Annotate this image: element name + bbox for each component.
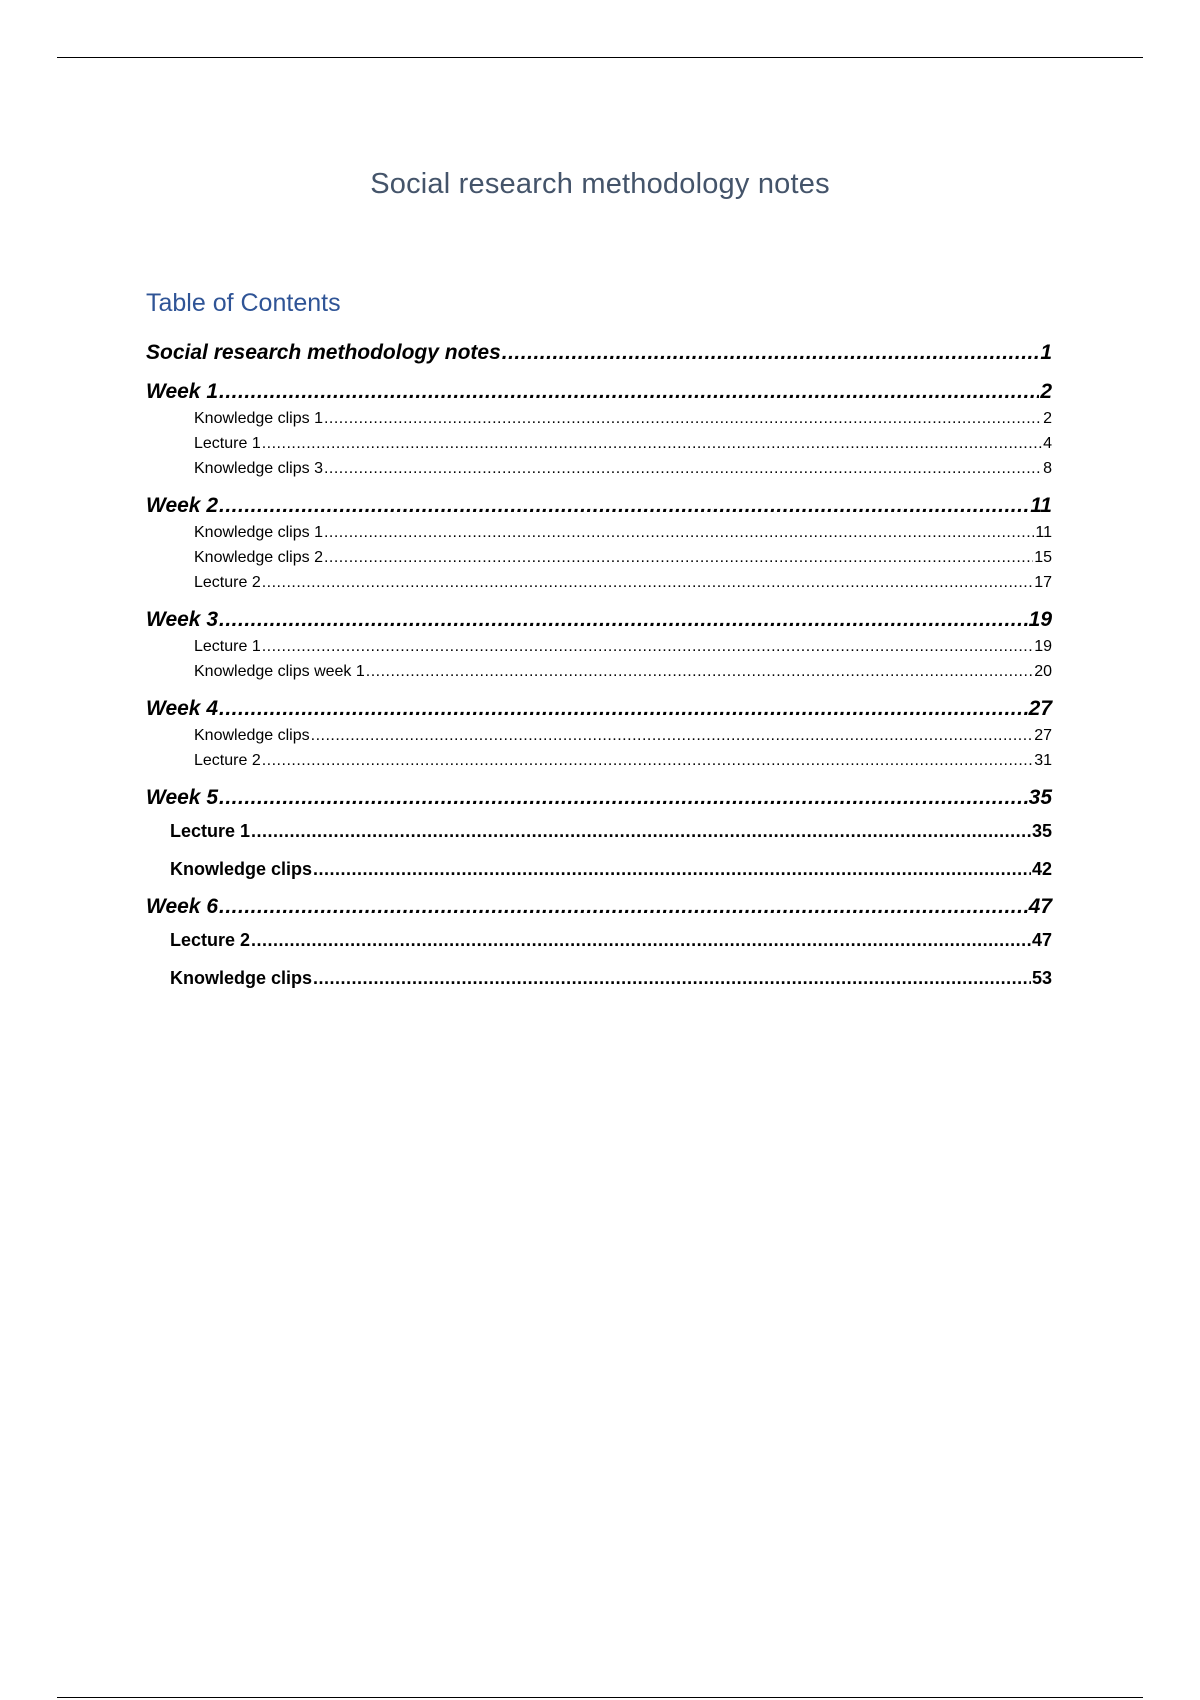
toc-entry[interactable] [146,634,1052,659]
toc-entry[interactable] [146,377,1052,406]
toc-entry-label: Knowledge clips 2 [194,549,323,566]
toc-entry-label: Week 1 [146,380,218,403]
toc-entry[interactable] [146,723,1052,748]
toc-entry-label: Week 2 [146,494,218,517]
toc-entry-page: 8 [1043,460,1052,477]
toc-dot-leader [262,431,1042,456]
toc-entry[interactable] [146,959,1052,997]
toc-entry[interactable] [146,694,1052,723]
toc-dot-leader [313,959,1031,997]
toc-entry-label: Knowledge clips 1 [194,524,323,541]
toc-entry[interactable] [146,783,1052,812]
toc-dot-leader [251,812,1031,850]
toc-dot-leader [219,377,1039,406]
toc-entry-label: Knowledge clips [194,727,310,744]
toc-entry-page: 1 [1040,341,1052,364]
toc-dot-leader [219,783,1028,812]
footer-rule [57,1697,1143,1698]
toc-dot-leader [219,892,1028,921]
toc-dot-leader [366,659,1033,684]
toc-entry-page: 27 [1034,727,1052,744]
toc-entry[interactable] [146,850,1052,888]
toc-entry-page: 11 [1030,494,1052,517]
toc-entry[interactable] [146,520,1052,545]
toc-entry-page: 11 [1035,524,1052,541]
toc-entry-page: 47 [1031,930,1052,950]
toc-dot-leader [219,694,1028,723]
toc-entry-page: 31 [1034,752,1052,769]
toc-entry-label: Social research methodology notes [146,341,501,364]
toc-entry[interactable] [146,921,1052,959]
toc-entry-page: 53 [1031,968,1052,988]
toc-entry-label: Week 4 [146,697,218,720]
toc-entry-label: Knowledge clips [170,968,313,988]
toc-entry[interactable] [146,545,1052,570]
toc-entry-label: Week 6 [146,895,218,918]
toc-dot-leader [311,723,1034,748]
toc-entry[interactable] [146,338,1052,367]
toc-dot-leader [502,338,1040,367]
table-of-contents [146,338,1052,997]
toc-entry-page: 35 [1028,786,1052,809]
toc-entry-label: Knowledge clips [170,859,313,879]
toc-entry-page: 27 [1028,697,1052,720]
toc-entry-page: 19 [1028,608,1052,631]
toc-dot-leader [219,491,1029,520]
toc-dot-leader [251,921,1031,959]
header-rule [57,57,1143,58]
toc-entry-label: Knowledge clips 1 [194,410,323,427]
toc-dot-leader [313,850,1031,888]
toc-entry-label: Week 3 [146,608,218,631]
toc-entry-page: 20 [1034,663,1052,680]
toc-entry-page: 4 [1043,435,1052,452]
toc-entry-page: 15 [1034,549,1052,566]
toc-entry-label: Lecture 1 [170,821,251,841]
toc-entry-label: Knowledge clips 3 [194,460,323,477]
toc-entry-label: Lecture 1 [194,435,261,452]
toc-entry-page: 19 [1034,638,1052,655]
toc-entry-page: 2 [1040,380,1052,403]
toc-entry-label: Knowledge clips week 1 [194,663,365,680]
toc-entry-label: Week 5 [146,786,218,809]
document-title: Social research methodology notes [370,168,830,200]
toc-heading: Table of Contents [146,289,341,317]
toc-dot-leader [262,570,1033,595]
toc-entry[interactable] [146,605,1052,634]
toc-dot-leader [324,545,1033,570]
toc-dot-leader [262,634,1033,659]
toc-entry-label: Lecture 2 [170,930,251,950]
toc-entry-page: 35 [1031,821,1052,841]
toc-dot-leader [324,406,1042,431]
toc-entry-label: Lecture 2 [194,574,261,591]
toc-dot-leader [324,456,1042,481]
toc-entry[interactable] [146,659,1052,684]
toc-dot-leader [219,605,1028,634]
toc-entry-label: Lecture 2 [194,752,261,769]
toc-dot-leader [262,748,1033,773]
toc-entry[interactable] [146,570,1052,595]
toc-entry[interactable] [146,431,1052,456]
toc-entry[interactable] [146,812,1052,850]
toc-entry-page: 17 [1034,574,1052,591]
toc-entry[interactable] [146,491,1052,520]
toc-entry-page: 42 [1031,859,1052,879]
toc-dot-leader [324,520,1034,545]
toc-entry[interactable] [146,892,1052,921]
toc-entry[interactable] [146,406,1052,431]
toc-entry-page: 47 [1028,895,1052,918]
toc-entry[interactable] [146,456,1052,481]
toc-entry-page: 2 [1043,410,1052,427]
toc-entry[interactable] [146,748,1052,773]
toc-entry-label: Lecture 1 [194,638,261,655]
